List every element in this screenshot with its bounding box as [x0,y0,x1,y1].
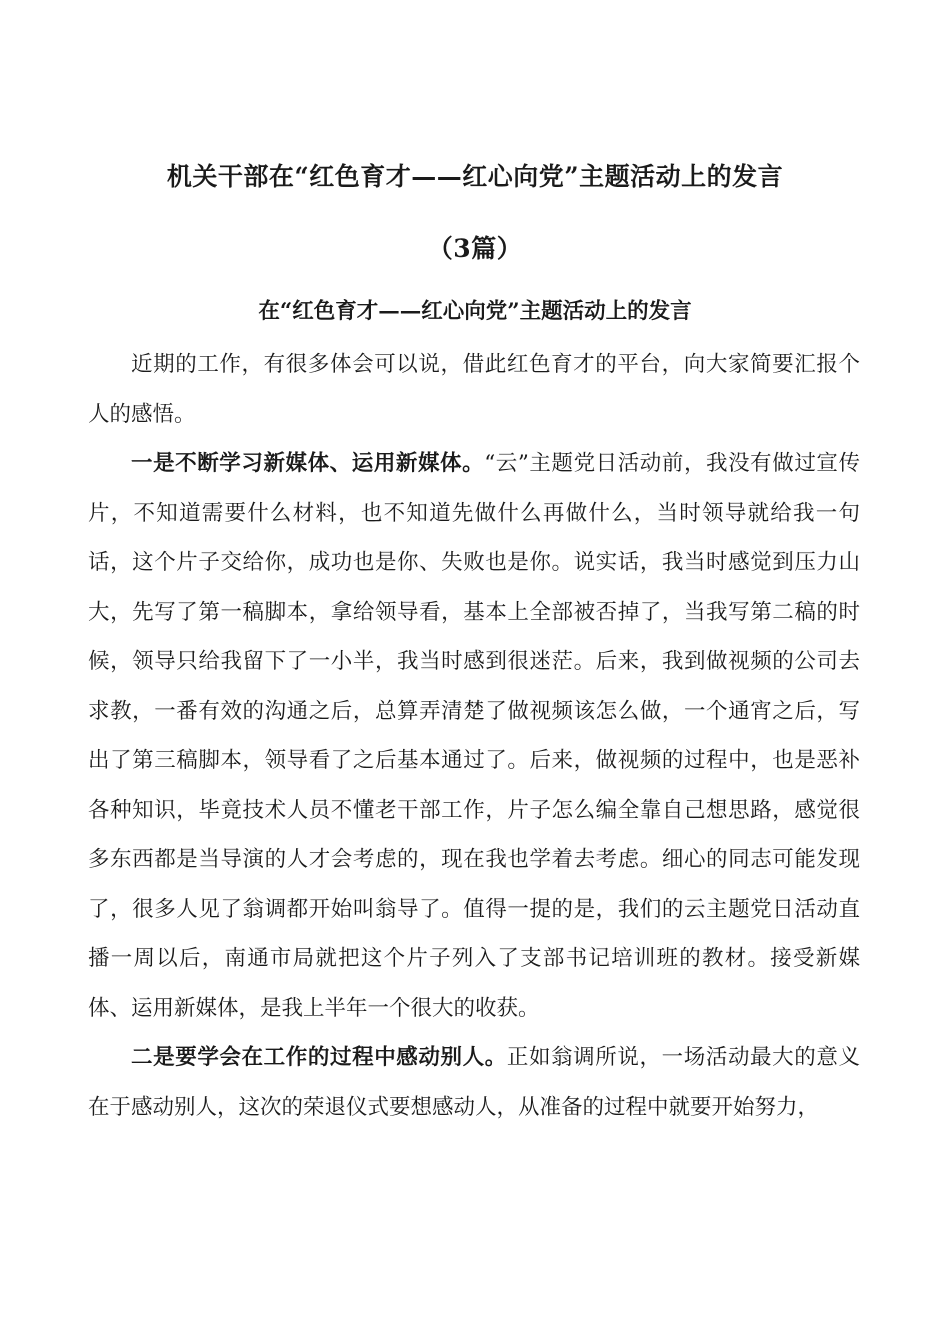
document-body [88,340,860,1132]
paragraph-lead: 一是不断学习新媒体、运用新媒体。 [131,451,485,476]
paragraph-text: “云”主题党日活动前，我没有做过宣传片，不知道需要什么材料，也不知道先做什么再做什么，当时领导就给我一句话，这个片子交给你，成功也是你、失败也是你。说实话，我当时感觉到压力山大，先写了第一稿脚本，拿给领导看，基本上全部被否掉了，当我写第二稿的时候，领导只给我留下了一小半，我当时感到很迷茫。后来，我到做视频的公司去求教，一番有效的沟通之后，总算弄清楚了做视频该怎么做，一个通宵之后，写出了第三稿脚本，领导看了之后基本通过了。后来，做视频的过程中，也是恶补各种知识，毕竟技术人员不懂老干部工作，片子怎么编全靠自己想思路，感觉很多东西都是当导演的人才会考虑的，现在我也学着去考虑。细心的同志可能发现了，很多人见了翁调都开始叫翁导了。值得一提的是，我们的云主题党日活动直播一周以后，南通市局就把这个片子列入了支部书记培训班的教材。接受新媒体、运用新媒体，是我上半年一个很大的收获。 [88,451,860,1021]
paragraph-intro [88,340,860,439]
paragraph-point-one [88,439,860,1033]
paragraph-lead: 二是要学会在工作的过程中感动别人。 [131,1045,507,1070]
paragraph-text: 正如翁调所说，一场活动最大的意义在于感动别人，这次的荣退仪式要想感动人，从准备的过程中就要开始努力， [88,1045,860,1120]
paragraph-point-two [88,1033,860,1132]
paragraph-text: 近期的工作，有很多体会可以说，借此红色育才的平台，向大家简要汇报个人的感悟。 [88,352,860,427]
document-subtitle: （3篇） [427,234,523,263]
document-title: 机关干部在“红色育才——红心向党”主题活动上的发言 [166,162,784,191]
section-heading: 在“红色育才——红心向党”主题活动上的发言 [258,299,692,324]
